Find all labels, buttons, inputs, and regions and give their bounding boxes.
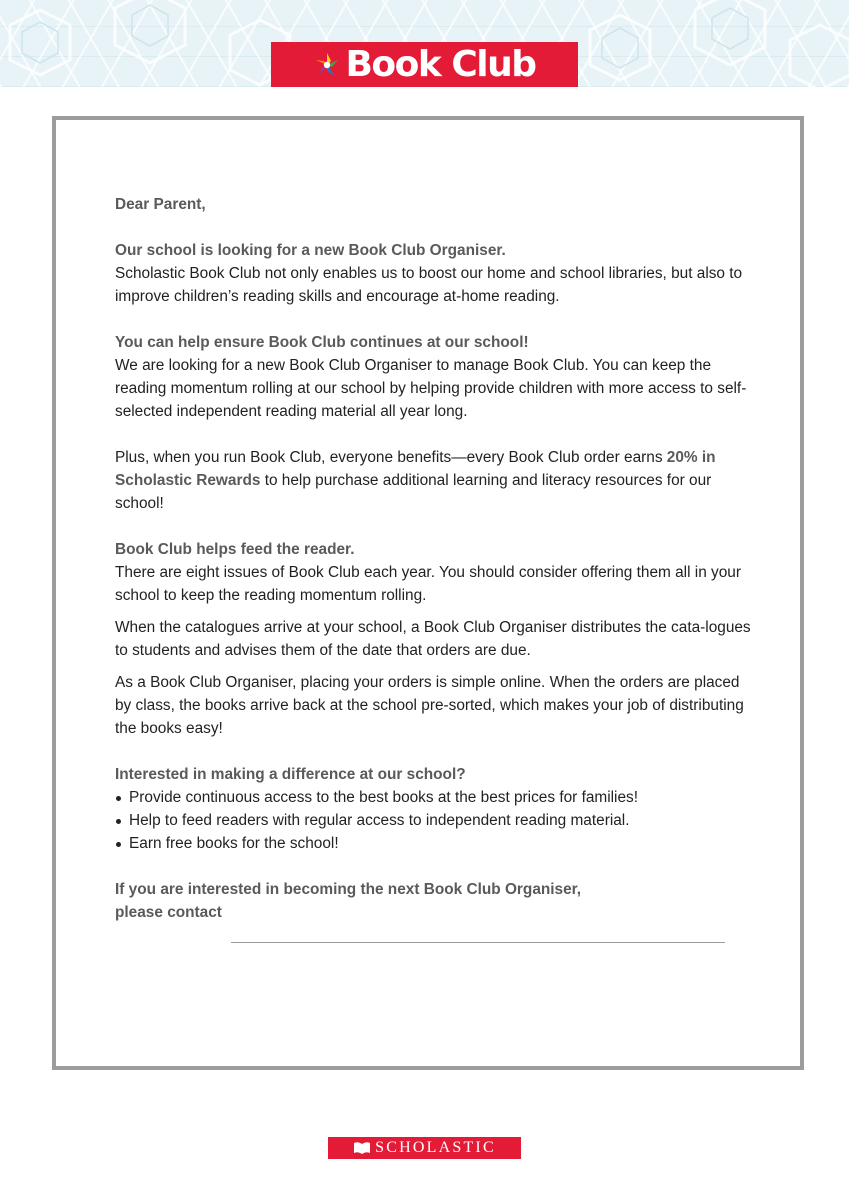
- section2-body: We are looking for a new Book Club Organiser to manage Book Club. You can keep the reading momentum rolling at our school by helping provide children with more access to self-selected independent reading material all year long.: [115, 357, 747, 420]
- section4-para1: There are eight issues of Book Club each year. You should consider offering them all in your school to keep the reading momentum rolling.: [115, 564, 741, 604]
- rewards-highlight: 20% in Scholastic Rewards: [115, 449, 716, 489]
- list-item: Provide continuous access to the best books at the best prices for families!: [115, 786, 755, 809]
- list-item: Help to feed readers with regular access to independent reading material.: [115, 809, 755, 832]
- section4-para2: When the catalogues arrive at your school, a Book Club Organiser distributes the cata-logues to students and advises them of the date that orders are due.: [115, 619, 751, 659]
- closing-line2: please contact: [115, 904, 222, 921]
- section1-body: Scholastic Book Club not only enables us to boost our home and school libraries, but also to improve children’s reading skills and encourage at-home reading.: [115, 265, 743, 305]
- header-banner: [0, 0, 849, 87]
- contact-write-in-line: [231, 942, 725, 943]
- section4-heading: Book Club helps feed the reader.: [115, 541, 355, 558]
- section3-paragraph: [115, 446, 755, 515]
- greeting: Dear Parent,: [115, 196, 206, 213]
- list-item: Earn free books for the school!: [115, 832, 755, 855]
- benefits-list: [115, 786, 755, 855]
- section5-heading: Interested in making a difference at our school?: [115, 766, 466, 783]
- scholastic-text: SCHOLASTIC: [375, 1139, 496, 1156]
- open-book-icon: [353, 1141, 371, 1155]
- section4-para3: As a Book Club Organiser, placing your orders is simple online. When the orders are placed by class, the books arrive back at the school pre-sorted, which makes your job of distributing the books easy!: [115, 674, 744, 737]
- closing-line1: If you are interested in becoming the next Book Club Organiser,: [115, 881, 582, 898]
- letter-body: [115, 193, 755, 924]
- section3-after: to help purchase additional learning and literacy resources for our school!: [115, 472, 712, 512]
- section2-heading: You can help ensure Book Club continues at our school!: [115, 334, 529, 351]
- logo-text: Book Club: [345, 44, 536, 85]
- scholastic-logo: [328, 1137, 521, 1159]
- book-club-logo: [271, 42, 578, 87]
- section1-heading: Our school is looking for a new Book Club Organiser.: [115, 242, 506, 259]
- multicolor-star-icon: [313, 51, 341, 79]
- section3-before: Plus, when you run Book Club, everyone benefits—every Book Club order earns: [115, 449, 667, 466]
